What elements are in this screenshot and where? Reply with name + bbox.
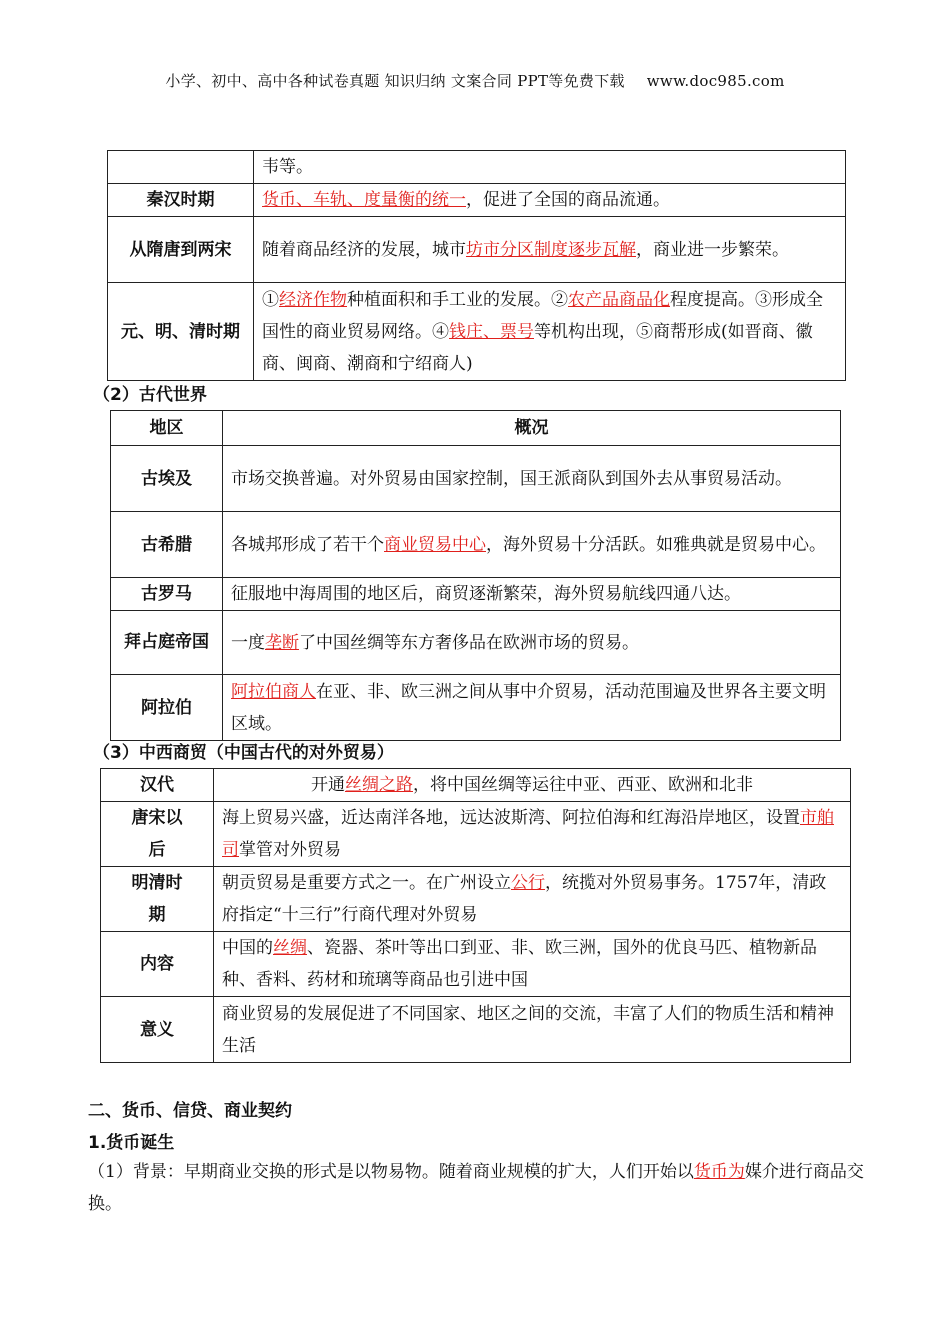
highlighted-term: 经济作物	[279, 289, 347, 310]
text-segment: 开通	[311, 775, 345, 795]
subsection-title: 1.货币诞生	[88, 1133, 175, 1153]
text-segment: 、瓷器、茶叶等出口到亚、非、欧三洲，国外的优良马匹、植物新品种、香料、药材和琉璃等商品也引进中国	[222, 938, 817, 990]
text-segment: 媒介进行商品交换。	[88, 1162, 864, 1214]
highlighted-term: 农产品商品化	[568, 289, 670, 310]
row-content	[214, 802, 851, 867]
column-header-region: 地区	[111, 411, 223, 446]
row-label: 阿拉伯	[111, 675, 223, 741]
row-label: 明清时期	[101, 867, 214, 932]
text-segment: 了中国丝绸等东方奢侈品在欧洲市场的贸易。	[299, 632, 639, 653]
highlighted-term: 货币、车轨、度量衡的统一	[262, 190, 466, 210]
table-row	[108, 217, 846, 283]
highlighted-term: 垄断	[265, 632, 299, 653]
text-segment: ，商业进一步繁荣。	[636, 239, 789, 260]
text-segment: 程度提高。③形成全国性的商业贸易网络。④	[262, 289, 823, 342]
row-content	[223, 446, 841, 512]
row-label: 元、明、清时期	[108, 283, 254, 381]
row-content	[214, 932, 851, 997]
text-segment: 在亚、非、欧三洲之间从事中介贸易，活动范围遍及世界各主要文明区域。	[231, 681, 826, 734]
table-row	[108, 283, 846, 381]
text-segment: 各城邦形成了若干个	[231, 534, 384, 555]
text-segment: 海上贸易兴盛，近达南洋各地，远达波斯湾、阿拉伯海和红海沿岸地区，设置	[222, 808, 800, 828]
row-content	[254, 184, 846, 217]
text-segment: ①	[262, 289, 279, 310]
section-title-ancient-world: （2）古代世界	[93, 385, 207, 405]
highlighted-term: 商业贸易中心	[384, 534, 486, 555]
highlighted-term: 市舶司	[222, 808, 834, 860]
row-content	[214, 997, 851, 1063]
table-row	[101, 867, 851, 932]
table-row	[101, 769, 851, 802]
row-label: 拜占庭帝国	[111, 611, 223, 675]
row-content	[223, 578, 841, 611]
table-header-row	[111, 411, 841, 446]
row-content	[214, 867, 851, 932]
row-label: 古埃及	[111, 446, 223, 512]
table-row	[111, 512, 841, 578]
row-label: 内容	[101, 932, 214, 997]
highlighted-term: 丝绸	[273, 938, 307, 958]
row-content	[223, 675, 841, 741]
row-label: 从隋唐到两宋	[108, 217, 254, 283]
text-segment: 随着商品经济的发展，城市	[262, 239, 466, 260]
table-row	[111, 611, 841, 675]
row-content	[223, 611, 841, 675]
text-segment: 征服地中海周围的地区后，商贸逐渐繁荣，海外贸易航线四通八达。	[231, 584, 741, 604]
row-label: 唐宋以后	[101, 802, 214, 867]
text-segment: 中国的	[222, 938, 273, 958]
column-header-overview: 概况	[223, 411, 841, 446]
text-segment: ，促进了全国的商品流通。	[466, 190, 670, 210]
row-label: 古希腊	[111, 512, 223, 578]
text-segment: 等机构出现，⑤商帮形成(如晋商、徽商、闽商、潮商和宁绍商人)	[262, 321, 813, 374]
row-content	[254, 151, 846, 184]
text-segment: 市场交换普遍。对外贸易由国家控制，国王派商队到国外去从事贸易活动。	[231, 468, 792, 489]
table-row	[111, 675, 841, 741]
text-segment: 商业贸易的发展促进了不同国家、地区之间的交流，丰富了人们的物质生活和精神生活	[222, 1003, 834, 1056]
table-row	[101, 802, 851, 867]
table-row	[101, 932, 851, 997]
chapter-title: 二、货币、信贷、商业契约	[88, 1101, 292, 1121]
highlighted-term: 货币为	[693, 1162, 745, 1182]
row-label: 汉代	[101, 769, 214, 802]
table-row	[101, 997, 851, 1063]
row-content	[254, 217, 846, 283]
text-segment: ，海外贸易十分活跃。如雅典就是贸易中心。	[486, 534, 826, 555]
text-segment: 韦等。	[262, 157, 313, 177]
text-segment: 掌管对外贸易	[239, 840, 341, 860]
highlighted-term: 钱庄、票号	[449, 321, 534, 342]
section-title-china-west-trade: （3）中西商贸（中国古代的对外贸易）	[93, 743, 394, 763]
row-content	[254, 283, 846, 381]
text-segment: ，统揽对外贸易事务。1757年，清政府指定“十三行”行商代理对外贸易	[222, 873, 827, 925]
header-text: 小学、初中、高中各种试卷真题 知识归纳 文案合同 PPT等免费下载	[165, 72, 625, 90]
text-segment: （1）背景：早期商业交换的形式是以物易物。随着商业规模的扩大，人们开始以	[88, 1162, 694, 1182]
page-header	[0, 70, 950, 91]
table-row	[111, 446, 841, 512]
table-row	[111, 578, 841, 611]
text-segment: ，将中国丝绸等运往中亚、西亚、欧洲和北非	[413, 775, 753, 795]
row-label: 秦汉时期	[108, 184, 254, 217]
text-segment: 一度	[231, 632, 265, 653]
text-segment: 种植面积和手工业的发展。②	[347, 289, 568, 310]
highlighted-term: 阿拉伯商人	[231, 681, 316, 702]
row-label: 意义	[101, 997, 214, 1063]
row-content	[223, 512, 841, 578]
table-china-west-trade	[100, 768, 851, 1063]
row-content	[214, 769, 851, 802]
paragraph-background	[88, 1156, 868, 1220]
highlighted-term: 坊市分区制度逐步瓦解	[466, 239, 636, 260]
row-label	[108, 151, 254, 184]
table-row	[108, 184, 846, 217]
table-row	[108, 151, 846, 184]
row-label: 古罗马	[111, 578, 223, 611]
header-url[interactable]: www.doc985.com	[646, 72, 785, 90]
text-segment: 朝贡贸易是重要方式之一。在广州设立	[222, 873, 511, 893]
table-ancient-world	[110, 410, 841, 741]
highlighted-term: 丝绸之路	[345, 775, 413, 795]
highlighted-term: 公行	[511, 873, 545, 893]
table-chinese-commerce	[107, 150, 846, 381]
